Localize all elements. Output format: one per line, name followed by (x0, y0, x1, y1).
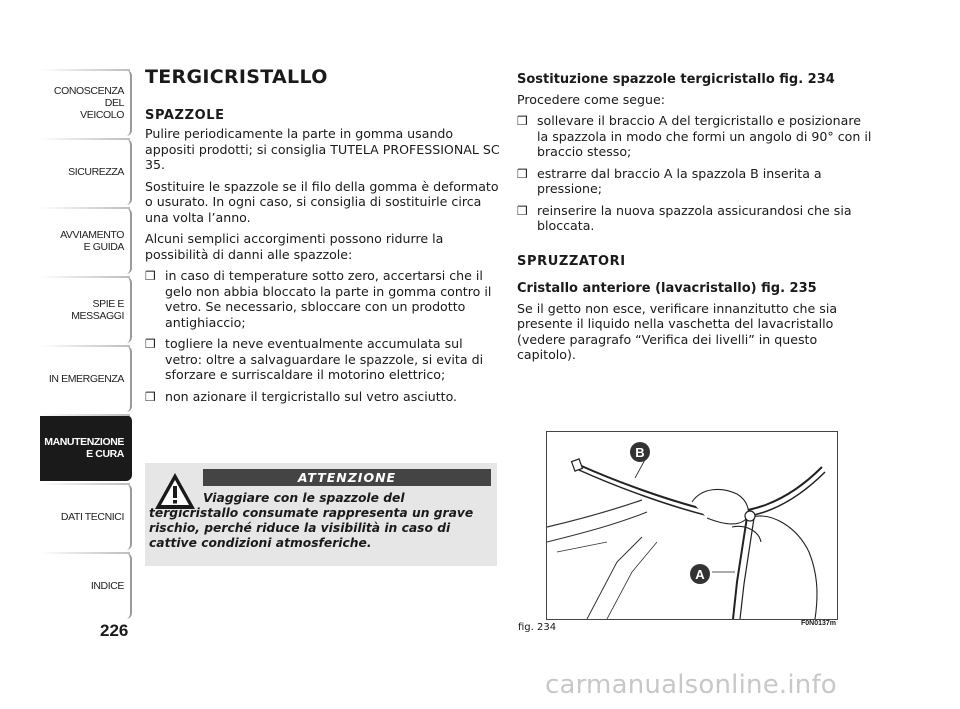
checkbox-bullet-icon: ❒ (517, 166, 528, 181)
tab-sicurezza[interactable]: SICUREZZA (40, 139, 132, 205)
checkbox-bullet-icon: ❒ (517, 203, 528, 218)
checkbox-bullet-icon: ❒ (145, 389, 156, 404)
paragraph: Procedere come segue: (517, 91, 665, 107)
paragraph: Se il getto non esce, verificare innanzitutto che sia presente il liquido nella vaschetta del lavacristallo (vedere paragrafo “Verifica dei livelli” in questo capitolo). (517, 300, 838, 362)
callout-b-label: B (635, 445, 645, 460)
tab-avviamento-e-guida[interactable]: AVVIAMENTO E GUIDA (40, 208, 132, 274)
checkbox-bullet-icon: ❒ (517, 114, 528, 128)
tab-indice[interactable]: INDICE (40, 553, 132, 619)
figure-wiper-replacement (546, 431, 838, 620)
list-item: ❒ estrarre dal braccio A la spazzola B inserita a pressione; (517, 165, 822, 196)
list-item: ❒ non azionare il tergicristallo sul vetro asciutto. (145, 388, 458, 404)
tab-manutenzione-e-cura[interactable]: MANUTENZIONE E CURA (40, 415, 132, 481)
paragraph: Sostituire le spazzole se il filo della gomma è deformato o usurato. In ogni caso, si consiglia di sostituirle circa una volta l’anno. (145, 178, 499, 225)
warning-heading: ATTENZIONE (203, 469, 491, 486)
list-item: ❒ togliere la neve eventualmente accumulata sul vetro: oltre a salvaguardare le spazzole, si evita di sforzare e surriscaldare il motorino elettrico; (145, 336, 484, 382)
paragraph: Pulire periodicamente la parte in gomma usando appositi prodotti; si consiglia TUTELA PROFESSIONAL SC 35. (145, 126, 500, 172)
left-column (145, 66, 500, 410)
warning-text: Viaggiare con le spazzole del tergicristallo consumate rappresenta un grave rischio, perché riduce la visibilità in caso di cattive condizioni atmosferiche. (149, 491, 474, 550)
figure-code: F0N0137m (801, 620, 837, 627)
list-item: ❒ reinserire la nuova spazzola assicurandosi che sia bloccata. (517, 202, 852, 233)
checkbox-bullet-icon: ❒ (145, 269, 156, 283)
watermark: carmanualsonline.info (545, 670, 837, 700)
warning-box (145, 463, 497, 566)
tab-conoscenza-del-veicolo[interactable]: CONOSCENZA DEL VEICOLO (40, 70, 132, 136)
heading-cristallo-anteriore: Cristallo anteriore (lavacristallo) fig. 235 (517, 281, 817, 296)
paragraph: Alcuni semplici accorgimenti possono ridurre la possibilità di danni alle spazzole: (145, 231, 444, 262)
page-number: 226 (100, 621, 129, 640)
section-heading-spruzzatori: SPRUZZATORI (517, 253, 626, 269)
list-item: ❒ in caso di temperature sotto zero, accertarsi che il gelo non abbia bloccato la parte in gomma contro il vetro. Se necessario, sbloccare con un prodotto antighiaccio; (145, 268, 492, 330)
list-item: ❒ sollevare il braccio A del tergicristallo e posizionare la spazzola in modo che formi un angolo di 90° con il braccio stesso; (517, 113, 872, 159)
checkbox-bullet-icon: ❒ (145, 337, 156, 351)
figure-caption: fig. 234 (518, 622, 557, 633)
tab-in-emergenza[interactable]: IN EMERGENZA (40, 346, 132, 412)
heading-sostituzione-spazzole: Sostituzione spazzole tergicristallo fig. 234 (517, 72, 835, 87)
page-title: TERGICRISTALLO (145, 66, 328, 88)
tab-spie-e-messaggi[interactable]: SPIE E MESSAGGI (40, 277, 132, 343)
wiper-illustration (547, 432, 837, 619)
section-heading-spazzole: SPAZZOLE (145, 107, 225, 123)
callout-a-label: A (695, 567, 705, 582)
tab-dati-tecnici[interactable]: DATI TECNICI (40, 484, 132, 550)
right-column (517, 72, 872, 369)
